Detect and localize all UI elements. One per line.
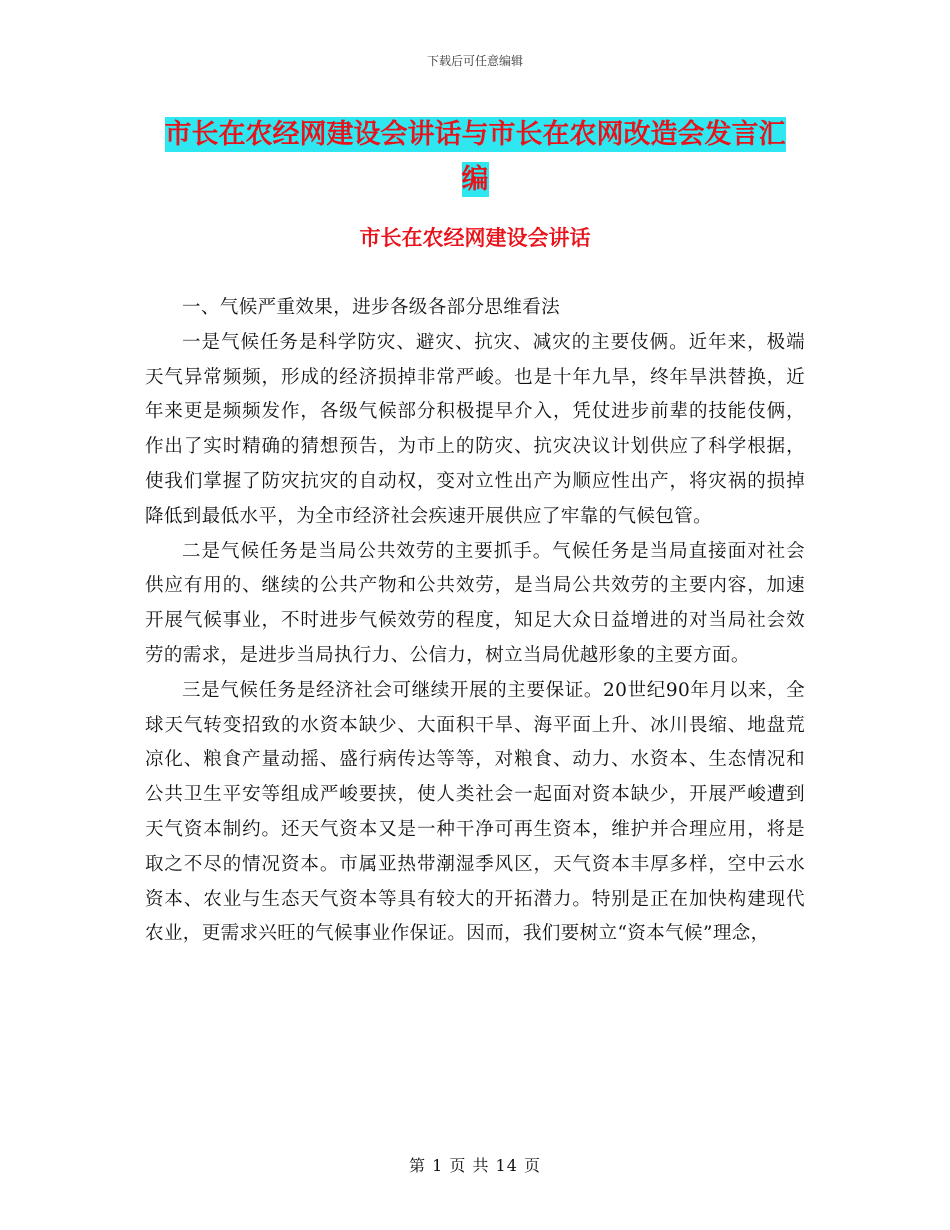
page-footer: 第 1 页 共 14 页 [409,1156,541,1175]
paragraph: 一是气候任务是科学防灾、避灾、抗灾、减灾的主要伎俩。近年来，极端天气异常频频，形成的经济损掉非常严峻。也是十年九旱，终年旱洪替换，近年来更是频频发作，各级气候部分积极提早介入，凭仗进步前辈的技能伎俩，作出了实时精确的猜想预告，为市上的防灾、抗灾决议计划供应了科学根据，使我们掌握了防灾抗灾的自动权，变对立性出产为顺应性出产，将灾祸的损掉降低到最低水平，为全市经济社会疾速开展供应了牢靠的气候包管。 [145,331,805,527]
paragraph: 三是气候任务是经济社会可继续开展的主要保证。20世纪90年月以来，全球天气转变招致的水资本缺少、大面积干旱、海平面上升、冰川畏缩、地盘荒凉化、粮食产量动摇、盛行病传达等等，对粮食、动力、水资本、生态情况和公共卫生平安等组成严峻要挟，使人类社会一起面对资本缺少，开展严峻遭到天气资本制约。还天气资本又是一种干净可再生资本，维护并合理应用，将是取之不尽的情况资本。市属亚热带潮湿季风区，天气资本丰厚多样，空中云水资本、农业与生态天气资本等具有较大的开拓潜力。特别是正在加快构建现代农业，更需求兴旺的气候事业作保证。因而，我们要树立“资本气候”理念， [145,679,805,945]
body-text [145,291,805,952]
document-title-line-2: 编 [461,164,489,195]
header-note: 下载后可任意编辑 [426,54,523,68]
paragraph: 二是气候任务是当局公共效劳的主要抓手。气候任务是当局直接面对社会供应有用的、继续的公共产物和公共效劳，是当局公共效劳的主要内容，加速开展气候事业，不时进步气候效劳的程度，知足大众日益增进的对当局社会效劳的需求，是进步当局执行力、公信力，树立当局优越形象的主要方面。 [145,540,805,666]
document-title [145,112,805,202]
document-title-line-1: 市长在农经网建设会讲话与市长在农网改造会发言汇 [164,119,786,150]
paragraph: 一、气候严重效果，进步各级各部分思维看法 [182,297,561,318]
section-title: 市长在农经网建设会讲话 [359,226,591,250]
